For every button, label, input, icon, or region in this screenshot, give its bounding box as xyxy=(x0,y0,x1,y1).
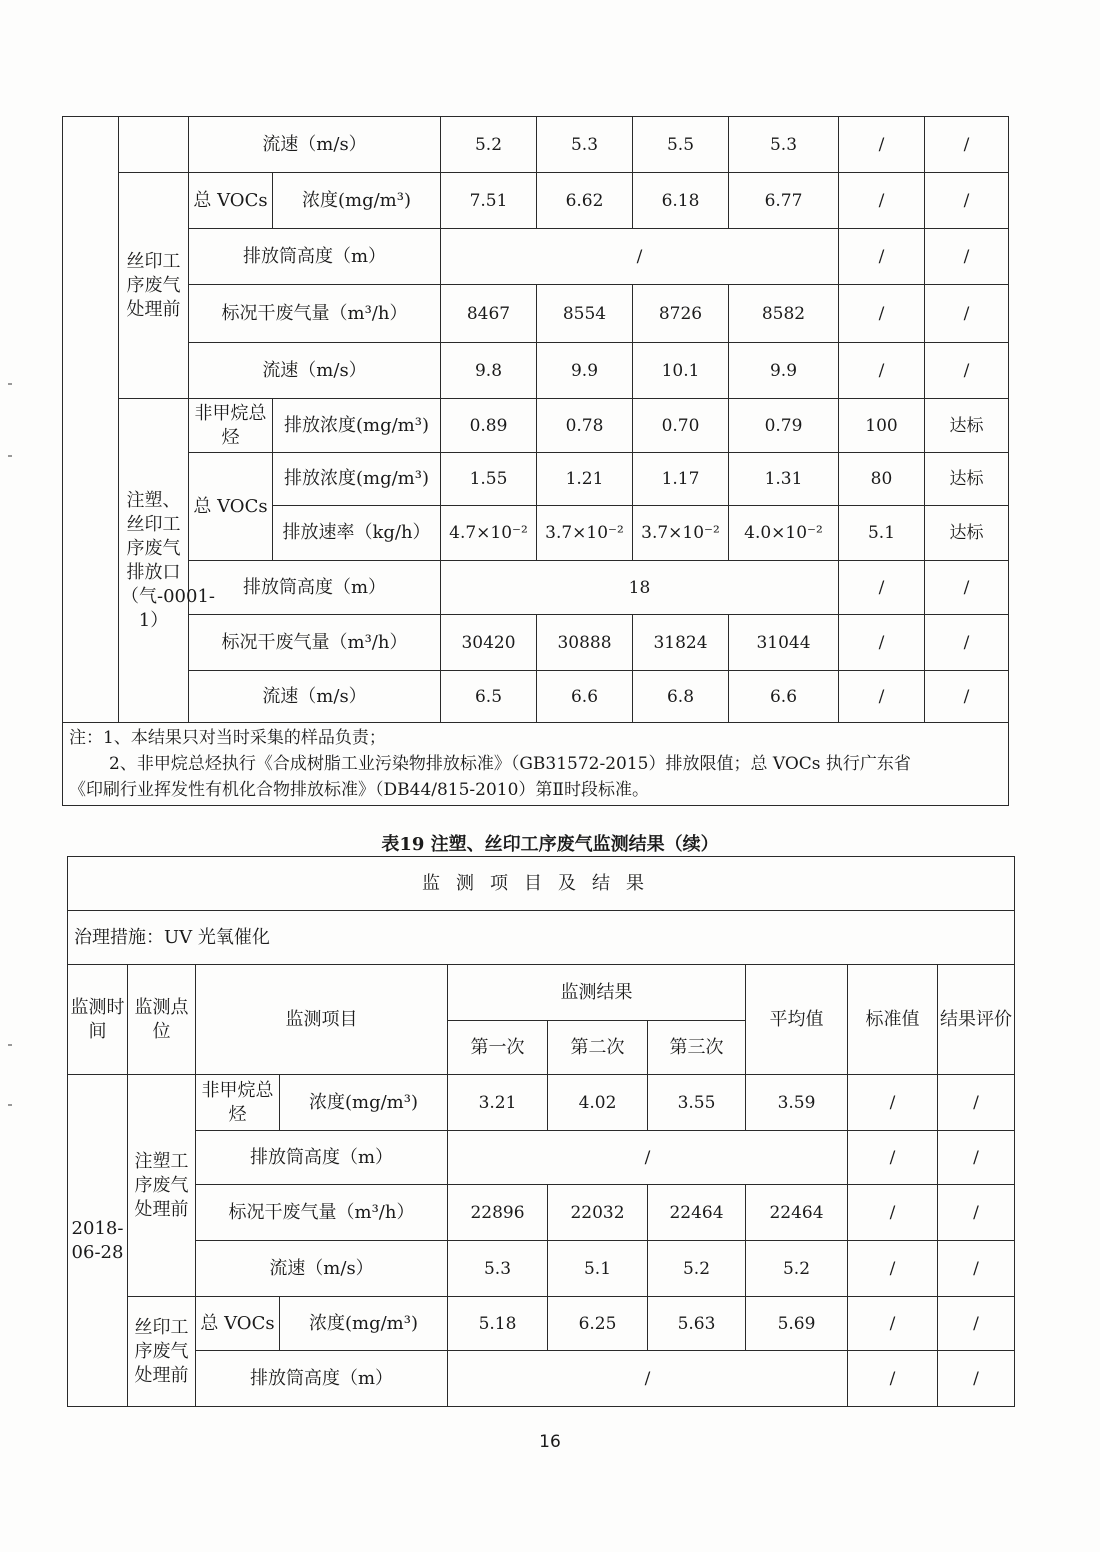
standard-value: / xyxy=(839,229,925,285)
table-row xyxy=(68,1185,1015,1241)
value-1: 5.18 xyxy=(448,1297,548,1351)
value-avg: 5.3 xyxy=(729,117,839,173)
value-1: 1.55 xyxy=(441,453,537,506)
value-3: 3.7×10⁻² xyxy=(633,506,729,561)
evaluation: / xyxy=(938,1297,1015,1351)
table-row xyxy=(63,615,1009,671)
value-2: 6.62 xyxy=(537,173,633,229)
item-cell: 排放筒高度（m） xyxy=(189,229,441,285)
value-1: 7.51 xyxy=(441,173,537,229)
table-title-row xyxy=(68,857,1015,911)
value-avg: 9.9 xyxy=(729,343,839,399)
value-avg: 22464 xyxy=(746,1185,848,1241)
value-3: 0.70 xyxy=(633,399,729,453)
item-cell: 排放筒高度（m） xyxy=(196,1131,448,1185)
table-row xyxy=(63,173,1009,229)
standard-value: / xyxy=(839,343,925,399)
item-cell: 浓度(mg/m³) xyxy=(280,1297,448,1351)
table-caption: 表19 注塑、丝印工序废气监测结果（续） xyxy=(381,834,719,855)
point-cell xyxy=(119,117,189,173)
merged-value: / xyxy=(441,229,839,285)
value-3: 5.63 xyxy=(648,1297,746,1351)
standard-value: / xyxy=(839,173,925,229)
evaluation: / xyxy=(925,173,1009,229)
item-cell: 排放筒高度（m） xyxy=(189,561,441,615)
evaluation: / xyxy=(925,343,1009,399)
header-standard: 标准值 xyxy=(848,965,938,1075)
value-1: 8467 xyxy=(441,285,537,343)
value-3: 8726 xyxy=(633,285,729,343)
value-avg: 8582 xyxy=(729,285,839,343)
item-cell: 流速（m/s） xyxy=(196,1241,448,1297)
value-3: 10.1 xyxy=(633,343,729,399)
standard-value: / xyxy=(839,117,925,173)
table-row xyxy=(68,1241,1015,1297)
standard-value: 5.1 xyxy=(839,506,925,561)
value-3: 5.5 xyxy=(633,117,729,173)
value-2: 5.3 xyxy=(537,117,633,173)
evaluation: 达标 xyxy=(925,399,1009,453)
value-2: 6.25 xyxy=(548,1297,648,1351)
evaluation: / xyxy=(925,229,1009,285)
table-row xyxy=(63,343,1009,399)
item-cell: 标况干废气量（m³/h） xyxy=(189,615,441,671)
item-cell: 浓度(mg/m³) xyxy=(273,173,441,229)
value-1: 5.3 xyxy=(448,1241,548,1297)
treatment-measure: 治理措施：UV 光氧催化 xyxy=(68,911,1015,965)
note-line-2: 2、非甲烷总烃执行《合成树脂工业污染物排放标准》（GB31572-2015）排放限值；总 VOCs 执行广东省 xyxy=(109,754,911,774)
value-2: 4.02 xyxy=(548,1075,648,1131)
standard-value: / xyxy=(848,1351,938,1407)
value-avg: 6.77 xyxy=(729,173,839,229)
value-1: 3.21 xyxy=(448,1075,548,1131)
value-avg: 6.6 xyxy=(729,671,839,723)
value-avg: 3.59 xyxy=(746,1075,848,1131)
standard-value: 100 xyxy=(839,399,925,453)
item-cell: 流速（m/s） xyxy=(189,117,441,173)
header-average: 平均值 xyxy=(746,965,848,1075)
value-2: 0.78 xyxy=(537,399,633,453)
header-results: 监测结果 xyxy=(448,965,746,1021)
value-avg: 5.69 xyxy=(746,1297,848,1351)
evaluation: / xyxy=(938,1351,1015,1407)
standard-value: / xyxy=(839,561,925,615)
value-2: 5.1 xyxy=(548,1241,648,1297)
value-2: 8554 xyxy=(537,285,633,343)
table-row xyxy=(63,285,1009,343)
value-avg: 31044 xyxy=(729,615,839,671)
item-cell: 排放浓度(mg/m³) xyxy=(273,453,441,506)
value-3: 1.17 xyxy=(633,453,729,506)
value-2: 22032 xyxy=(548,1185,648,1241)
page-number: 16 xyxy=(539,1432,561,1452)
evaluation: / xyxy=(938,1241,1015,1297)
item-cell: 排放筒高度（m） xyxy=(196,1351,448,1407)
table-row xyxy=(63,229,1009,285)
item-cell: 浓度(mg/m³) xyxy=(280,1075,448,1131)
standard-value: / xyxy=(848,1185,938,1241)
item-cell: 排放速率（kg/h） xyxy=(273,506,441,561)
pollutant-cell: 总 VOCs xyxy=(189,173,273,229)
standard-value: / xyxy=(839,671,925,723)
evaluation: / xyxy=(925,561,1009,615)
table-row xyxy=(68,1075,1015,1131)
header-row xyxy=(68,965,1015,1021)
value-3: 22464 xyxy=(648,1185,746,1241)
point-cell: 注塑、丝印工序废气排放口（气-0001-1） xyxy=(119,399,189,723)
value-1: 0.89 xyxy=(441,399,537,453)
value-3: 31824 xyxy=(633,615,729,671)
measure-row xyxy=(68,911,1015,965)
evaluation: / xyxy=(925,671,1009,723)
item-cell: 标况干废气量（m³/h） xyxy=(196,1185,448,1241)
standard-value: 80 xyxy=(839,453,925,506)
header-evaluation: 结果评价 xyxy=(938,965,1015,1075)
pollutant-cell: 非甲烷总烃 xyxy=(189,399,273,453)
pollutant-cell: 非甲烷总烃 xyxy=(196,1075,280,1131)
value-1: 9.8 xyxy=(441,343,537,399)
table-title: 监测项目及结果 xyxy=(68,857,1015,911)
standard-value: / xyxy=(839,615,925,671)
evaluation: 达标 xyxy=(925,506,1009,561)
standard-value: / xyxy=(848,1131,938,1185)
value-1: 22896 xyxy=(448,1185,548,1241)
value-2: 1.21 xyxy=(537,453,633,506)
value-avg: 1.31 xyxy=(729,453,839,506)
results-table xyxy=(67,856,1015,1407)
value-3: 6.8 xyxy=(633,671,729,723)
table-row xyxy=(68,1297,1015,1351)
value-avg: 0.79 xyxy=(729,399,839,453)
scan-mark xyxy=(8,383,12,385)
scan-mark xyxy=(8,1104,12,1106)
evaluation: / xyxy=(938,1075,1015,1131)
scan-mark xyxy=(8,455,12,457)
note-line-3: 《印刷行业挥发性有机化合物排放标准》（DB44/815-2010）第Ⅱ时段标准。 xyxy=(69,780,649,800)
value-1: 4.7×10⁻² xyxy=(441,506,537,561)
header-third: 第三次 xyxy=(648,1021,746,1075)
value-avg: 4.0×10⁻² xyxy=(729,506,839,561)
value-1: 30420 xyxy=(441,615,537,671)
table-row xyxy=(63,671,1009,723)
value-1: 6.5 xyxy=(441,671,537,723)
standard-value: / xyxy=(848,1297,938,1351)
value-3: 6.18 xyxy=(633,173,729,229)
point-cell: 注塑工序废气处理前 xyxy=(128,1075,196,1297)
value-2: 3.7×10⁻² xyxy=(537,506,633,561)
evaluation: 达标 xyxy=(925,453,1009,506)
header-first: 第一次 xyxy=(448,1021,548,1075)
standard-value: / xyxy=(848,1075,938,1131)
pollutant-cell: 总 VOCs xyxy=(189,453,273,561)
time-cell xyxy=(63,117,119,723)
evaluation: / xyxy=(925,285,1009,343)
value-2: 30888 xyxy=(537,615,633,671)
item-cell: 流速（m/s） xyxy=(189,343,441,399)
date-cell: 2018-06-28 xyxy=(68,1075,128,1407)
value-avg: 5.2 xyxy=(746,1241,848,1297)
item-cell: 流速（m/s） xyxy=(189,671,441,723)
merged-value: / xyxy=(448,1131,848,1185)
value-3: 5.2 xyxy=(648,1241,746,1297)
scan-mark xyxy=(8,1044,12,1046)
merged-value: / xyxy=(448,1351,848,1407)
evaluation: / xyxy=(938,1185,1015,1241)
merged-value: 18 xyxy=(441,561,839,615)
table-row xyxy=(63,117,1009,173)
header-point: 监测点位 xyxy=(128,965,196,1075)
table-row xyxy=(68,1351,1015,1407)
header-item: 监测项目 xyxy=(196,965,448,1075)
item-cell: 排放浓度(mg/m³) xyxy=(273,399,441,453)
standard-value: / xyxy=(839,285,925,343)
notes-row xyxy=(63,723,1009,806)
value-1: 5.2 xyxy=(441,117,537,173)
item-cell: 标况干废气量（m³/h） xyxy=(189,285,441,343)
table-row xyxy=(68,1131,1015,1185)
pollutant-cell: 总 VOCs xyxy=(196,1297,280,1351)
notes-cell xyxy=(63,723,1009,806)
point-cell: 丝印工序废气处理前 xyxy=(119,173,189,399)
evaluation: / xyxy=(925,615,1009,671)
header-second: 第二次 xyxy=(548,1021,648,1075)
point-cell: 丝印工序废气处理前 xyxy=(128,1297,196,1407)
table-row xyxy=(63,399,1009,453)
table-row xyxy=(63,453,1009,506)
value-2: 6.6 xyxy=(537,671,633,723)
evaluation: / xyxy=(925,117,1009,173)
standard-value: / xyxy=(848,1241,938,1297)
evaluation: / xyxy=(938,1131,1015,1185)
note-line-1: 注：1、本结果只对当时采集的样品负责； xyxy=(69,728,386,748)
value-3: 3.55 xyxy=(648,1075,746,1131)
header-time: 监测时间 xyxy=(68,965,128,1075)
results-table-continued xyxy=(62,116,1009,806)
value-2: 9.9 xyxy=(537,343,633,399)
